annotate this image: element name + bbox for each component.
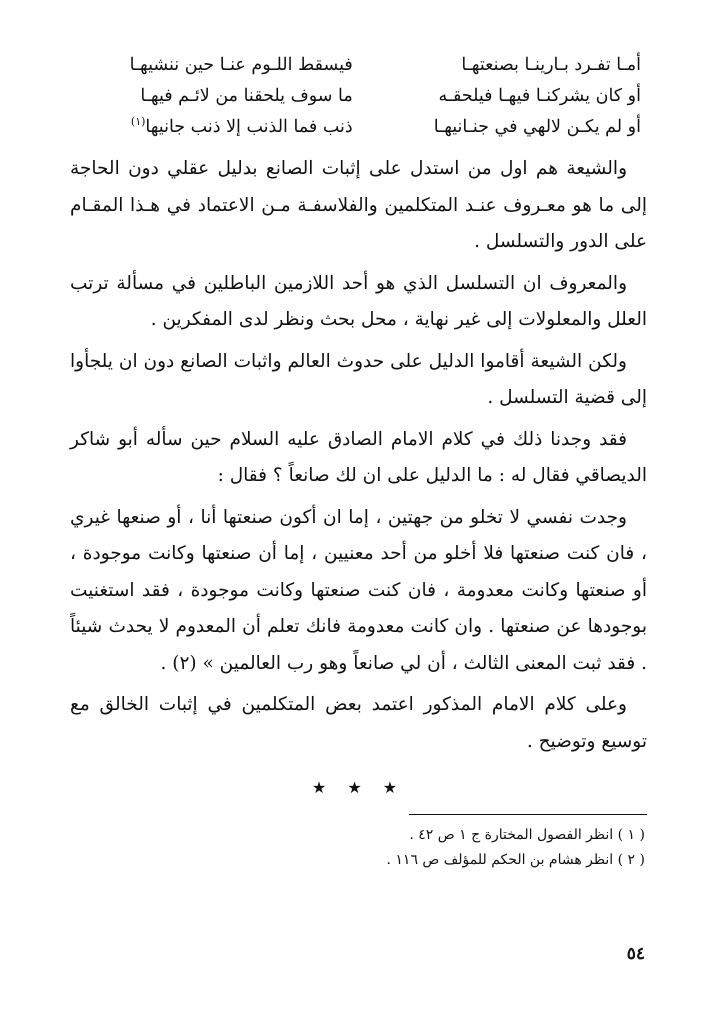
verse-second-hemistich: فيسقط اللـوم عنـا حين ننشيهـا [129,55,353,75]
verse-second-hemistich [70,112,353,143]
verse-first-hemistich: أو كان يشركنـا فيهـا فيلحقـه [438,86,641,106]
footnote-marker: (١) [130,115,146,128]
book-page [70,50,647,994]
section-separator: ★ ★ ★ [311,778,406,797]
poem-verse [70,50,647,81]
paragraph-quote: وجدت نفسي لا تخلو من جهتين ، إما ان أكون صنعتها أنا ، أو صنعها غيري ، فان كنت صنعتها فلا أخلو من أحد معنيين ، إما أن صنعتها وكانت موجودة ، أو صنعتها وكانت معدومة ، فان كنت صنعتها وكانت موجودة ، فقد استغنيت بوجودها عن صنعتها . وان كانت معدومة فانك تعلم أن المعدوم لا يحدث شيئاً . فقد ثبت المعنى الثالث ، أن لي صانعاً وهو رب العالمين » (٢) . [70,506,647,674]
paragraph: والمعروف ان التسلسل الذي هو أحد اللازمين الباطلين في مسألة ترتب العلل والمعلولات إلى غير نهاية ، محل بحث ونظر لدى المفكرين . [70,272,647,330]
poem-verse [70,81,647,112]
poem-block [70,50,647,143]
page-number: ٥٤ [626,944,645,964]
verse-first-hemistich: أمـا تفـرد بـارينـا بصنعتهـا [461,55,641,75]
poem-verse [70,112,647,143]
verse-text: ذنب فما الذنب إلا ذنب جانيها [145,117,353,137]
footnote: ( ٢ ) انظر هشام بن الحكم للمؤلف ص ١١٦ . [386,852,645,868]
paragraph: ولكن الشيعة أقاموا الدليل على حدوث العالم واثبات الصانع دون ان يلجأوا إلى قضية التسلسل . [70,350,647,408]
footnote-divider [409,814,647,815]
footnote: ( ١ ) انظر الفصول المختارة ج ١ ص ٤٢ . [409,827,645,843]
verse-first-hemistich: أو لم يكـن لالهي في جنـانيهـا [433,117,641,137]
paragraph: فقد وجدنا ذلك في كلام الامام الصادق عليه السلام حين سأله أبو شاكر الديصاقي فقال له : ما الدليل على ان لك صانعاً ؟ فقال : [70,428,647,486]
verse-second-hemistich: ما سوف يلحقنا من لائـم فيهـا [140,86,353,106]
paragraph: وعلى كلام الامام المذكور اعتمد بعض المتكلمين في إثبات الخالق مع توسيع وتوضيح . [70,694,647,752]
paragraph: والشيعة هم اول من استدل على إثبات الصانع بدليل عقلي دون الحاجة إلى ما هو معـروف عنـد المتكلمين والفلاسفـة مـن الاعتماد في هـذا المقـام على الدور والتسلسل . [70,158,647,252]
